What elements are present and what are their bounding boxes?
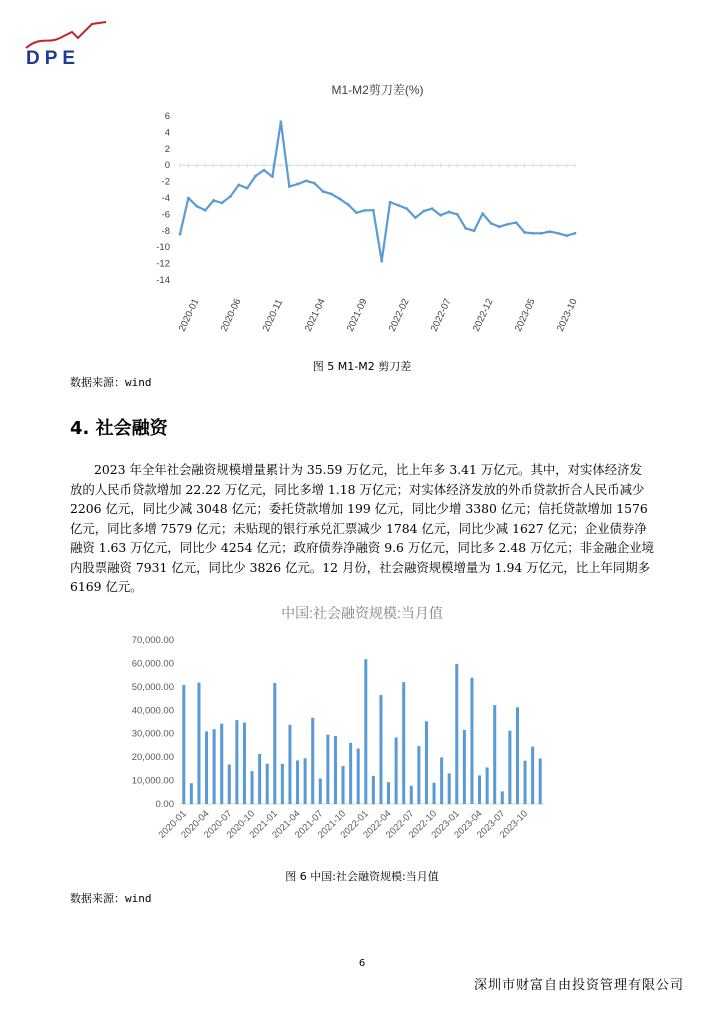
- bar: [304, 758, 307, 804]
- company-name: 深圳市财富自由投资管理有限公司: [473, 978, 684, 993]
- x-tick-label: 2021-07: [292, 808, 326, 841]
- bar: [539, 759, 542, 804]
- x-tick-label: 2021-01: [247, 808, 280, 841]
- bar: [508, 731, 511, 804]
- bar: [433, 783, 436, 804]
- data-point: [473, 229, 476, 232]
- bar: [311, 718, 314, 804]
- data-point: [481, 212, 484, 215]
- logo-text: DPE: [26, 48, 81, 69]
- data-point: [540, 232, 543, 235]
- data-point: [532, 232, 535, 235]
- bar: [266, 764, 269, 804]
- bar: [190, 783, 193, 804]
- bar: [205, 731, 208, 804]
- data-point: [347, 203, 350, 206]
- y-tick-label: -2: [161, 176, 170, 188]
- data-point: [439, 214, 442, 217]
- data-point: [565, 234, 568, 237]
- data-point: [221, 202, 224, 205]
- x-tick-label: 2020-01: [156, 808, 189, 841]
- x-tick-label: 2023-07: [474, 808, 508, 841]
- bar: [197, 683, 200, 804]
- bar: [448, 773, 451, 804]
- y-tick-label: 10,000.00: [131, 775, 174, 787]
- x-tick-label: 2020-10: [224, 808, 258, 841]
- bar: [235, 720, 238, 804]
- bar: [319, 778, 322, 804]
- bar: [524, 761, 527, 804]
- data-point: [414, 216, 417, 219]
- data-point: [448, 211, 451, 214]
- data-point: [237, 183, 240, 186]
- section-heading: 4. 社会融资: [70, 418, 168, 439]
- m1-m2-line-chart: [140, 78, 600, 340]
- data-point: [557, 232, 560, 235]
- figure-6-caption: 图 6 中国:社会融资规模:当月值: [285, 870, 439, 883]
- bar: [486, 767, 489, 804]
- bar: [243, 723, 246, 804]
- chart-title: M1-M2剪刀差(%): [331, 83, 424, 97]
- data-point: [330, 193, 333, 196]
- bar: [417, 746, 420, 804]
- data-point: [271, 175, 274, 178]
- x-tick-label: 2022-07: [383, 808, 417, 841]
- x-tick-label: 2022-02: [386, 297, 412, 334]
- bar: [531, 747, 534, 804]
- data-point: [397, 204, 400, 207]
- bar: [463, 730, 466, 804]
- bar: [395, 737, 398, 804]
- data-point: [321, 190, 324, 193]
- y-tick-label: 6: [164, 111, 170, 122]
- data-point: [195, 205, 198, 208]
- y-tick-label: 0.00: [155, 799, 174, 810]
- social-financing-bar-chart: [130, 600, 562, 862]
- x-tick-label: 2020-01: [176, 297, 202, 334]
- data-point: [355, 211, 358, 214]
- bar: [334, 736, 337, 804]
- data-point: [523, 231, 526, 234]
- figure-5-source: 数据来源：wind: [70, 376, 152, 389]
- bar: [349, 743, 352, 804]
- x-tick-label: 2023-04: [452, 808, 485, 841]
- y-tick-label: 50,000.00: [131, 681, 174, 693]
- data-point: [515, 221, 518, 224]
- bar: [470, 678, 473, 804]
- series-line: [180, 122, 575, 261]
- bar: [258, 754, 261, 804]
- data-point: [338, 197, 341, 200]
- data-point: [574, 232, 577, 235]
- x-tick-label: 2022-07: [428, 297, 454, 334]
- x-tick-label: 2022-01: [338, 808, 371, 841]
- data-point: [490, 222, 493, 225]
- y-tick-label: -12: [156, 258, 170, 270]
- x-tick-label: 2022-04: [361, 808, 394, 841]
- data-point: [389, 201, 392, 204]
- y-tick-label: 40,000.00: [131, 705, 174, 717]
- y-tick-label: -4: [161, 193, 170, 204]
- bar: [296, 760, 299, 804]
- data-point: [288, 185, 291, 188]
- x-tick-label: 2023-10: [497, 808, 531, 841]
- data-point: [431, 207, 434, 210]
- bar: [182, 685, 185, 804]
- y-tick-label: 2: [164, 143, 170, 155]
- chart-title: 中国:社会融资规模:当月值: [281, 605, 443, 621]
- bar: [379, 695, 382, 804]
- data-point: [229, 195, 232, 198]
- bar: [493, 705, 496, 804]
- data-point: [372, 209, 375, 212]
- data-point: [313, 182, 316, 185]
- data-point: [279, 120, 282, 123]
- x-tick-label: 2021-04: [270, 808, 303, 841]
- data-point: [179, 233, 182, 236]
- data-point: [406, 207, 409, 210]
- bar: [288, 725, 291, 804]
- data-point: [456, 213, 459, 216]
- data-point: [263, 169, 266, 172]
- data-point: [246, 187, 249, 190]
- x-tick-label: 2021-09: [344, 297, 370, 334]
- bar: [228, 764, 231, 804]
- data-point: [422, 210, 425, 213]
- bar: [273, 683, 276, 804]
- bar: [326, 735, 329, 804]
- bar: [402, 682, 405, 804]
- bar: [213, 729, 216, 804]
- bar: [425, 721, 428, 804]
- x-tick-label: 2020-07: [201, 808, 235, 841]
- x-tick-label: 2020-06: [218, 297, 244, 334]
- y-tick-label: 20,000.00: [131, 752, 174, 764]
- data-point: [212, 199, 215, 202]
- data-point: [498, 225, 501, 228]
- data-point: [254, 174, 257, 177]
- bar: [478, 775, 481, 804]
- bar: [357, 748, 360, 804]
- page-number: 6: [358, 958, 366, 969]
- bar: [516, 707, 519, 804]
- data-point: [305, 179, 308, 182]
- bar: [342, 766, 345, 804]
- y-tick-label: 4: [164, 127, 170, 139]
- bar: [440, 757, 443, 804]
- bar: [501, 791, 504, 804]
- bar: [455, 664, 458, 804]
- bar: [410, 786, 413, 804]
- data-point: [380, 260, 383, 263]
- x-tick-label: 2022-10: [406, 808, 440, 841]
- y-tick-label: -10: [156, 242, 170, 254]
- y-tick-label: 0: [164, 160, 170, 172]
- y-tick-label: -8: [161, 225, 170, 237]
- data-point: [187, 197, 190, 200]
- bar: [251, 771, 254, 804]
- y-tick-label: -14: [156, 275, 170, 286]
- x-tick-label: 2023-01: [429, 808, 462, 841]
- figure-5-caption: 图 5 M1-M2 剪刀差: [312, 360, 412, 373]
- x-tick-label: 2023-10: [554, 297, 580, 334]
- bar: [220, 724, 223, 804]
- y-tick-label: 30,000.00: [131, 728, 174, 740]
- data-point: [506, 223, 509, 226]
- bar: [364, 659, 367, 804]
- x-tick-label: 2020-11: [260, 297, 286, 334]
- data-point: [363, 209, 366, 212]
- data-point: [296, 183, 299, 186]
- y-tick-label: 60,000.00: [131, 658, 174, 670]
- x-tick-label: 2020-04: [179, 808, 212, 841]
- y-tick-label: 70,000.00: [131, 635, 174, 646]
- x-tick-label: 2021-10: [315, 808, 349, 841]
- section-paragraph: 2023 年全年社会融资规模增量累计为 35.59 万亿元，比上年多 3.41 万亿元。其中，对实体经济发放的人民币贷款增加 22.22 万亿元，同比多增 1.18 万亿元；对实体经济发放的外币贷款折合人民币减少 2206 亿元，同比少减 3048 亿元；委托贷款增加 199 亿元，同比少增 3380 亿元；信托贷款增加 1576 亿元，同比多增 7579 亿元；未贴现的银行承兑汇票减少 1784 亿元，同比少减 1627 亿元；企业债券净融资 1.63 万亿元，同比少 4254 亿元；政府债券净融资 9.6 万亿元，同比多 2.48 万亿元；非金融企业境内股票融资 7931 亿元，同比少 3826 亿元。12 月份，社会融资规模增量为 1.94 万亿元，比上年同期多 6169 亿元。: [70, 462, 654, 594]
- x-tick-label: 2021-04: [302, 297, 328, 334]
- x-tick-label: 2022-12: [470, 297, 496, 334]
- bar: [387, 782, 390, 804]
- bar: [372, 776, 375, 804]
- figure-6-source: 数据来源：wind: [70, 892, 152, 905]
- data-point: [464, 227, 467, 230]
- data-point: [548, 230, 551, 233]
- data-point: [204, 209, 207, 212]
- y-tick-label: -6: [161, 209, 170, 221]
- x-tick-label: 2023-05: [512, 297, 538, 334]
- bar: [281, 764, 284, 804]
